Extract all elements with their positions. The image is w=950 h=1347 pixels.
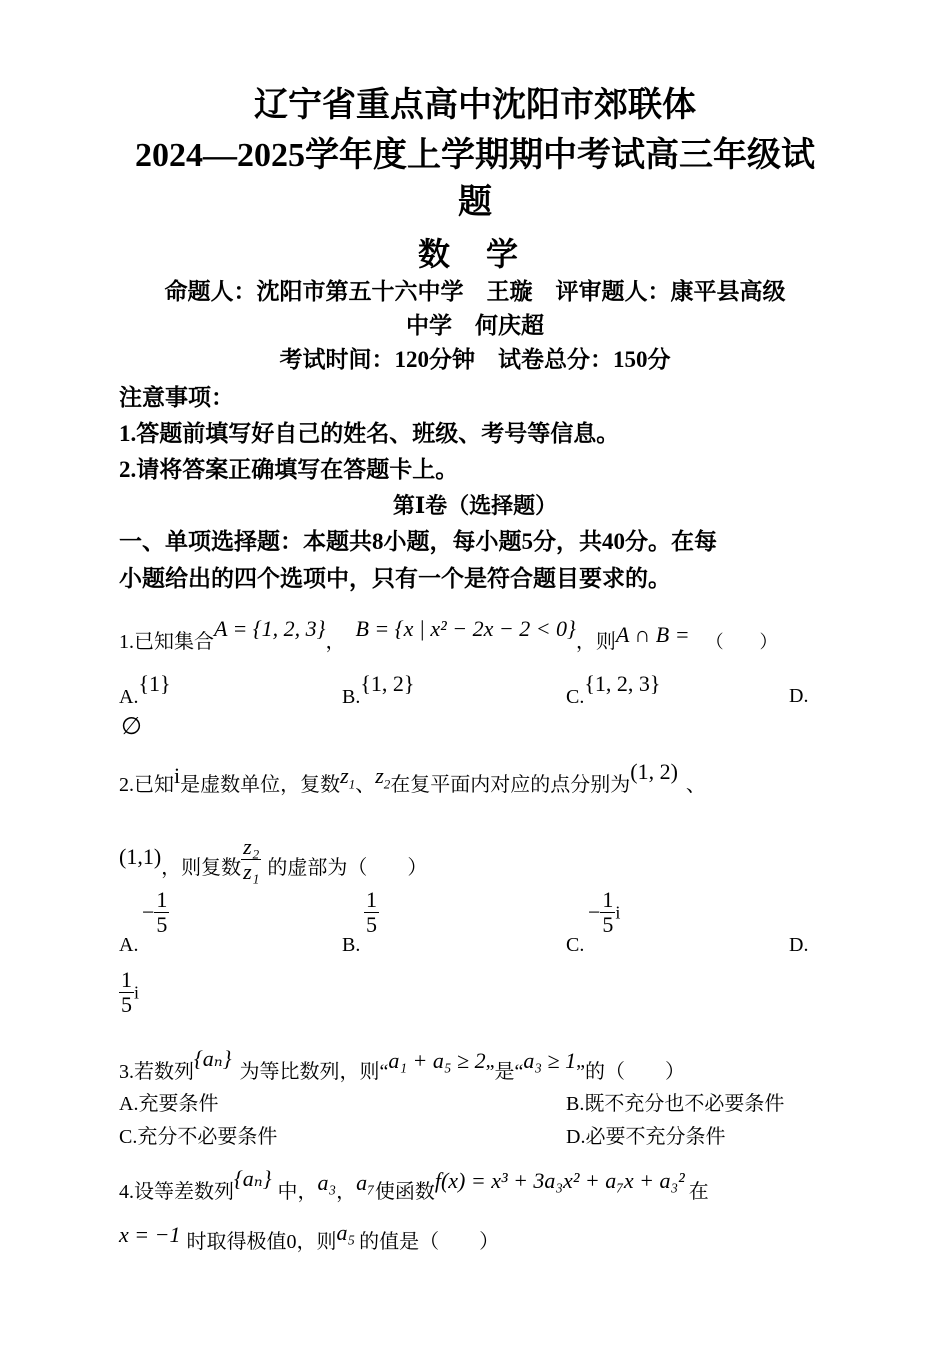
q2-z1-letter: z bbox=[340, 763, 349, 788]
notice-item-2: 2.请将答案正确填写在答题卡上。 bbox=[119, 457, 459, 482]
q4-stem-part3: 使函数 bbox=[374, 1181, 435, 1203]
exam-title-line1: 辽宁省重点高中沈阳市郊联体 bbox=[254, 87, 696, 124]
q2-option-c-den: 5 bbox=[602, 912, 614, 937]
q2-fraction bbox=[241, 835, 261, 884]
q1-comma: ， bbox=[325, 631, 346, 653]
q2-stem-part3: 在复平面内对应的点分别为 bbox=[390, 774, 631, 796]
q1-answer-paren: （ ） bbox=[705, 632, 778, 652]
notice-item-1: 1.答题前填写好自己的姓名、班级、考号等信息。 bbox=[119, 421, 620, 446]
q2-z2-sub: 2 bbox=[383, 776, 391, 792]
q1-set-a: A = {1, 2, 3} bbox=[214, 616, 326, 641]
q4-x-value: x = −1 bbox=[119, 1222, 181, 1247]
q3-option-c: C.充分不必要条件 bbox=[119, 1126, 278, 1148]
q2-option-d-fraction bbox=[119, 968, 134, 1017]
exam-title-line3: 题 bbox=[458, 184, 492, 221]
q2-separator: 、 bbox=[355, 774, 376, 796]
section-instruction-line1: 一、单项选择题：本题共8小题，每小题5分，共40分。在每 bbox=[119, 529, 717, 554]
q3-condition-1: a₁ + a₅ ≥ 2 bbox=[388, 1048, 486, 1073]
q2-option-b-fraction bbox=[364, 888, 379, 937]
q2-z1-sub: 1 bbox=[348, 776, 356, 792]
q1-option-d bbox=[789, 683, 808, 709]
q2-option-d-i: i bbox=[134, 982, 140, 1003]
q3-stem-part1: 3.若数列 bbox=[119, 1061, 194, 1083]
q2-option-d-label: D. bbox=[789, 934, 809, 956]
authors-line2: 中学 何庆超 bbox=[406, 313, 544, 338]
q1-option-d-label: D. bbox=[789, 685, 809, 707]
q2-imag-unit: i bbox=[174, 763, 181, 788]
q2-fraction-num: z₂ bbox=[243, 834, 260, 859]
q4-stem-part1: 4.设等差数列 bbox=[119, 1181, 234, 1203]
q2-option-b-num: 1 bbox=[366, 887, 377, 912]
question-4-stem-line2 bbox=[119, 1220, 500, 1255]
q1-option-b-label: B. bbox=[342, 686, 361, 708]
q1-expression: A ∩ B = bbox=[615, 622, 690, 647]
q3-sequence: {aₙ} bbox=[194, 1046, 232, 1071]
q2-option-b-label: B. bbox=[342, 934, 361, 956]
section-instruction-line2: 小题给出的四个选项中，只有一个是符合题目要求的。 bbox=[119, 566, 671, 591]
q1-option-b-value: {1, 2} bbox=[360, 671, 415, 696]
q2-option-a-value bbox=[142, 888, 169, 937]
q2-point-2: (1,1) bbox=[119, 844, 162, 870]
q1-set-b: B = {x | x² − 2x − 2 < 0} bbox=[355, 616, 576, 641]
notice-heading: 注意事项： bbox=[119, 385, 234, 410]
q2-option-a-minus: − bbox=[142, 899, 155, 925]
q2-option-b-value bbox=[364, 888, 379, 937]
question-4-stem-line1 bbox=[119, 1166, 709, 1205]
q4-stem-part2: 中， bbox=[277, 1181, 318, 1203]
q2-option-c-label: C. bbox=[566, 934, 585, 956]
q4-a5: a₅ bbox=[336, 1220, 356, 1245]
q2-stem-part5: 的虚部为（ ） bbox=[267, 857, 428, 880]
q2-stem-part4: ，则复数 bbox=[161, 857, 242, 880]
question-3-stem bbox=[119, 1046, 686, 1085]
question-2-stem-line1 bbox=[119, 759, 706, 805]
q4-stem-part5: 时取得极值0，则 bbox=[186, 1231, 337, 1253]
q2-point-1: (1, 2) bbox=[630, 759, 678, 784]
q2-option-c-fraction bbox=[600, 888, 615, 937]
q1-stem-mid: ，则 bbox=[575, 631, 616, 653]
q4-a3: a₃ bbox=[317, 1170, 337, 1195]
q1-option-c-label: C. bbox=[566, 686, 585, 708]
q2-option-a-fraction bbox=[154, 888, 169, 937]
q4-stem-part4: 在 bbox=[688, 1181, 709, 1203]
q2-fraction-den: z₁ bbox=[243, 859, 260, 884]
q2-option-a-num: 1 bbox=[156, 887, 168, 912]
q4-a7: a₇ bbox=[356, 1170, 375, 1195]
q3-option-d: D.必要不充分条件 bbox=[566, 1126, 726, 1148]
q1-option-a-label: A. bbox=[119, 686, 139, 708]
q2-separator-2: 、 bbox=[685, 774, 706, 796]
exam-title-line2: 2024—2025学年度上学期期中考试高三年级试 bbox=[135, 137, 815, 174]
q1-option-b bbox=[342, 671, 415, 710]
q2-option-c-minus: − bbox=[588, 899, 601, 925]
q1-option-c-value: {1, 2, 3} bbox=[584, 671, 661, 696]
q2-option-c-value bbox=[588, 888, 620, 937]
exam-info: 考试时间：120分钟 试卷总分：150分 bbox=[279, 347, 671, 372]
q3-condition-2: a₃ ≥ 1 bbox=[523, 1048, 577, 1073]
q2-option-a-den: 5 bbox=[156, 912, 168, 937]
q2-option-d-den: 5 bbox=[121, 992, 132, 1017]
q4-sequence: {aₙ} bbox=[234, 1166, 272, 1191]
q1-option-c bbox=[566, 671, 661, 710]
question-1-stem bbox=[119, 616, 778, 655]
q2-option-c-i: i bbox=[615, 902, 621, 923]
q2-option-d-num: 1 bbox=[121, 967, 132, 992]
q2-stem-part1: 2.已知 bbox=[119, 774, 174, 796]
q2-stem-part2: 是虚数单位，复数 bbox=[180, 774, 341, 796]
q3-option-b: B.既不充分也不必要条件 bbox=[566, 1093, 785, 1115]
volume-title: 第Ⅰ卷（选择题） bbox=[392, 493, 558, 518]
q2-option-d-value bbox=[119, 968, 139, 1017]
q1-option-d-value: ∅ bbox=[121, 714, 142, 740]
q2-option-a-label: A. bbox=[119, 934, 139, 956]
q4-function: f(x) = x³ + 3a₃x² + a₇x + a₃² bbox=[434, 1168, 685, 1193]
q1-option-a-value: {1} bbox=[138, 671, 171, 696]
q3-stem-part4: ”的（ ） bbox=[576, 1061, 686, 1083]
subject-title: 数 学 bbox=[417, 236, 532, 272]
q2-z1 bbox=[340, 763, 356, 792]
authors-line1: 命题人：沈阳市第五十六中学 王璇 评审题人：康平县高级 bbox=[164, 279, 786, 304]
q2-option-c-num: 1 bbox=[602, 887, 614, 912]
q3-option-a: A.充要条件 bbox=[119, 1093, 219, 1115]
q1-option-a bbox=[119, 671, 171, 710]
q1-stem-prefix: 1.已知集合 bbox=[119, 631, 214, 653]
q2-option-b-den: 5 bbox=[366, 912, 377, 937]
q4-comma: ， bbox=[336, 1181, 357, 1203]
q4-stem-part6: 的值是（ ） bbox=[359, 1231, 500, 1253]
q3-stem-part2: 为等比数列，则“ bbox=[239, 1061, 389, 1083]
q2-z2 bbox=[375, 763, 391, 792]
q3-stem-part3: ”是“ bbox=[485, 1061, 524, 1083]
q2-z2-letter: z bbox=[375, 763, 384, 788]
